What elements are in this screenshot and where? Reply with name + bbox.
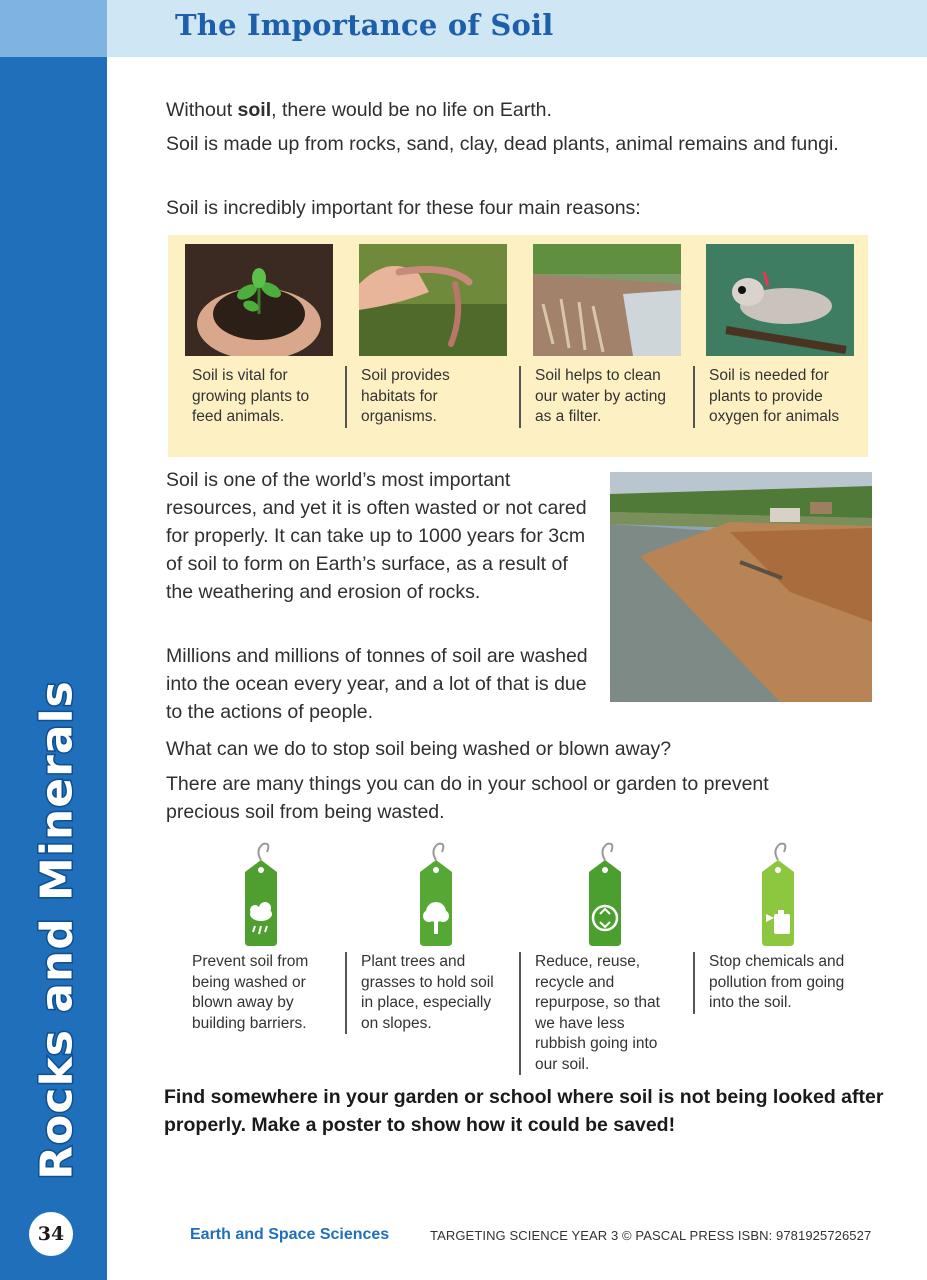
resources-paragraph-1: Soil is one of the world’s most important resources, and yet it is often wasted or not cared for properly. It can take up to 1000 years for 3cm of soil to form on Earth’s surface, as a result of the weathering and erosion of rocks. bbox=[166, 469, 587, 603]
tip-caption-4: Stop chemicals and pollution from going into the soil. bbox=[693, 952, 849, 1014]
sidebar-top-block bbox=[0, 0, 107, 57]
seedling-photo bbox=[185, 244, 333, 356]
footer-credit: TARGETING SCIENCE YEAR 3 © PASCAL PRESS ISBN: 9781925726527 bbox=[430, 1228, 872, 1243]
activity-text: Find somewhere in your garden or school where soil is not being looked after properly. Make a poster to show how it could be saved! bbox=[164, 1086, 884, 1136]
tip-caption-3: Reduce, reuse, recycle and repurpose, so that we have less rubbish going into our soil. bbox=[519, 952, 675, 1075]
intro-line-2: Soil is made up from rocks, sand, clay, dead plants, animal remains and fungi. bbox=[166, 133, 839, 155]
reason-caption-1: Soil is vital for growing plants to feed animals. bbox=[192, 367, 310, 425]
tag-plant bbox=[412, 842, 460, 950]
section-title: Rocks and Minerals bbox=[31, 680, 83, 1180]
reason-caption-4: Soil is needed for plants to provide oxygen for animals bbox=[693, 366, 849, 428]
reason-caption-3: Soil helps to clean our water by acting as a filter. bbox=[519, 366, 673, 428]
soil-keyword: soil bbox=[237, 99, 272, 121]
intro-line-3: Soil is incredibly important for these four main reasons: bbox=[166, 197, 641, 219]
tip-caption-2: Plant trees and grasses to hold soil in place, especially on slopes. bbox=[345, 952, 501, 1034]
riverbank-photo bbox=[533, 244, 681, 356]
page-number: 34 bbox=[29, 1212, 73, 1256]
resources-paragraph-2: Millions and millions of tonnes of soil are washed into the ocean every year, and a lot of that is due to the actions of people. bbox=[166, 645, 588, 723]
tag-chemicals bbox=[754, 842, 802, 950]
earthworm-photo bbox=[359, 244, 507, 356]
tag-prevent bbox=[237, 842, 285, 950]
river-erosion-photo bbox=[610, 472, 872, 702]
page-title: The Importance of Soil bbox=[175, 8, 554, 42]
intro-line-1: Without soil, there would be no life on Earth. bbox=[166, 99, 552, 121]
suggestion-text: There are many things you can do in your school or garden to prevent precious soil from being wasted. bbox=[166, 773, 769, 823]
tag-recycle bbox=[581, 842, 629, 950]
sugar-glider-photo bbox=[706, 244, 854, 356]
footer-strand: Earth and Space Sciences bbox=[190, 1226, 390, 1243]
question-text: What can we do to stop soil being washed or blown away? bbox=[166, 738, 672, 760]
reason-caption-2: Soil provides habitats for organisms. bbox=[345, 366, 499, 428]
tip-caption-1: Prevent soil from being washed or blown away by building barriers. bbox=[192, 953, 309, 1032]
